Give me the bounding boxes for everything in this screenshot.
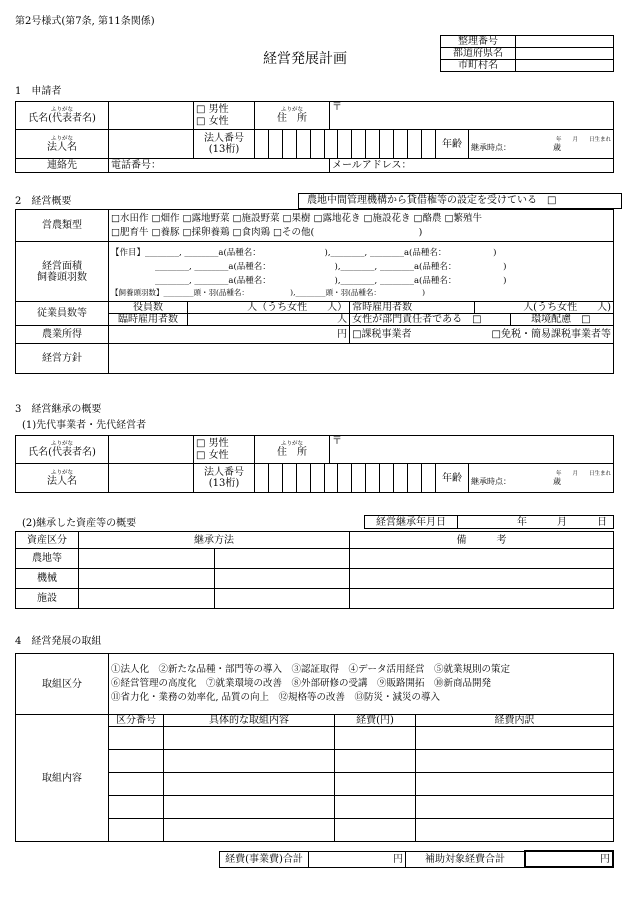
prev-corp-no-grid[interactable] [255,464,436,493]
admin-value-input[interactable] [516,60,614,72]
corp-name-input[interactable] [109,130,194,159]
age-label: 年齢 [436,130,469,159]
asset-note-input[interactable] [350,589,614,609]
asset-row-label: 農地等 [16,549,79,569]
initiatives-table [15,653,614,842]
content-col-header: 経費(円) [335,715,416,727]
predecessor-table [15,435,614,493]
total-input[interactable]: 円 [309,851,406,867]
page-title: 経営発展計画 [263,51,347,67]
category-label: 取組区分 [16,654,109,715]
corp-no-label-cell: 法人番号 (13桁) [194,130,255,159]
prev-name-label-cell: ふりがな 氏名(代表者名) [16,436,109,464]
area-input[interactable]: 【作目】________, ________a(品種名： ),________, ________a(品種名： ) ________, ________a(品種名： ),________, ________a(品種名： ) ________, ________a(品種名： ),________, ________a(品種名： ) 【飼養頭羽数】________頭・羽(品種名： ),________頭・羽(品種名： ) [109,242,614,302]
phone-input[interactable]: 電話番号： [109,159,330,173]
section4-heading: 4 経営発展の取組 [15,636,102,647]
admin-value-input[interactable] [516,48,614,60]
content-cell[interactable] [164,727,335,750]
section1-heading: 1 申請者 [15,86,62,97]
content-cell[interactable] [109,773,164,796]
asset-row-label: 施設 [16,589,79,609]
admin-value-input[interactable] [516,36,614,48]
section2-heading: 2 経営概要 [15,196,72,207]
content-cell[interactable] [109,750,164,773]
staff-label: 従業員数等 [16,302,109,326]
asset-col-header: 資産区分 [16,532,79,549]
content-col-header: 区分番号 [109,715,164,727]
content-cell[interactable] [416,773,614,796]
asset-method-input[interactable] [214,569,350,589]
content-cell[interactable] [164,773,335,796]
address-input[interactable]: 〒 [330,102,614,130]
asset-method-input[interactable] [79,569,215,589]
asset-method-input[interactable] [214,589,350,609]
asset-method-input[interactable] [214,549,350,569]
asset-note-input[interactable] [350,549,614,569]
name-input[interactable] [109,102,194,130]
prev-address-input[interactable]: 〒 [330,436,614,464]
asset-col-header: 備 考 [350,532,614,549]
content-col-header: 具体的な取組内容 [164,715,335,727]
type-label: 営農類型 [16,210,109,242]
content-cell[interactable] [335,819,416,842]
admin-box [440,35,614,72]
content-cell[interactable] [416,750,614,773]
section3-heading: 3 経営継承の概要 [15,404,102,415]
form-number: 第2号様式(第7条, 第11条関係) [15,16,155,27]
succession-date-box [364,515,614,529]
temp-label: 臨時雇用者数 [109,314,188,326]
assets-table [15,531,614,609]
content-cell[interactable] [416,819,614,842]
content-cell[interactable] [335,727,416,750]
asset-note-input[interactable] [350,569,614,589]
content-cell[interactable] [109,819,164,842]
address-label-cell: ふりがな 住 所 [255,102,330,130]
prev-corp-no-label: 法人番号 (13桁) [194,464,255,493]
content-cell[interactable] [416,796,614,819]
total-label: 経費(事業費)合計 [220,851,309,867]
prev-corp-input[interactable] [109,464,194,493]
email-input[interactable]: メールアドレス： [330,159,614,173]
asset-col-header: 継承方法 [79,532,350,549]
content-cell[interactable] [335,773,416,796]
policy-label: 経営方針 [16,344,109,374]
area-label-cell: 経営面積 飼養頭羽数 [16,242,109,302]
content-cell[interactable] [416,727,614,750]
content-cell[interactable] [164,796,335,819]
corp-name-label-cell: ふりがな 法人名 [16,130,109,159]
admin-label: 市町村名 [441,60,516,72]
content-cell[interactable] [164,819,335,842]
contact-label: 連絡先 [16,159,109,173]
income-label: 農業所得 [16,326,109,344]
regular-input[interactable]: 人(うち女性 人) [475,302,614,314]
content-cell[interactable] [335,796,416,819]
regular-label: 常時雇用者数 [350,302,475,314]
land-bank-checkbox[interactable]: 農地中間管理機構から貸借権等の設定を受けている □ [298,193,622,209]
admin-label: 都道府県名 [441,48,516,60]
prev-name-input[interactable] [109,436,194,464]
temp-input[interactable]: 人 [188,314,350,326]
applicant-table [15,101,614,173]
prev-age-input[interactable]: 年 月 日生まれ 継承時点： 歳 [469,464,614,493]
prev-age-label: 年齢 [436,464,469,493]
income-input[interactable]: 円 [109,326,350,344]
officers-input[interactable]: 人（うち女性 人） [188,302,350,314]
prev-gender-cell[interactable]: □ 男性 □ 女性 [194,436,255,464]
category-options[interactable]: ①法人化 ②新たな品種・部門等の導入 ③認証取得 ④データ活用経営 ⑤就業規則の策定 ⑥経営管理の高度化 ⑦就業環境の改善 ⑧外部研修の受講 ⑨販路開拓 ⑩新商品開発 ⑪省力化・業務の効率化, 品質の向上 ⑫規格等の改善 ⑬防災・減災の導入 [109,654,614,715]
age-input[interactable]: 年 月 日生まれ 継承時点： 歳 [469,130,614,159]
subsidy-input[interactable]: 円 [525,851,613,867]
name-label-cell: ふりがな 氏名(代表者名) [16,102,109,130]
corp-no-grid[interactable] [255,130,436,159]
admin-label: 整理番号 [441,36,516,48]
content-col-header: 経費内訳 [416,715,614,727]
asset-method-input[interactable] [79,589,215,609]
gender-cell[interactable]: □ 男性 □ 女性 [194,102,255,130]
asset-row-label: 機械 [16,569,79,589]
policy-input[interactable] [109,344,614,374]
content-cell[interactable] [109,796,164,819]
asset-method-input[interactable] [79,549,215,569]
tax-checkboxes[interactable]: □課税事業者 □免税・簡易課税事業者等 [350,326,614,344]
subsidy-label: 補助対象経費合計 [406,851,526,867]
prev-address-label-cell: ふりがな 住 所 [255,436,330,464]
succession-date-input[interactable]: 年 月 日 [458,516,614,529]
totals-table [219,850,614,868]
sub1-heading: (1)先代事業者・先代経営者 [22,420,147,431]
content-cell[interactable] [164,750,335,773]
content-label: 取組内容 [16,715,109,842]
prev-corp-label-cell: ふりがな 法人名 [16,464,109,493]
sub2-heading: (2)継承した資産等の概要 [22,518,137,529]
overview-table [15,209,614,374]
content-cell[interactable] [109,727,164,750]
officers-label: 役員数 [109,302,188,314]
content-cell[interactable] [335,750,416,773]
checks-cell[interactable]: 女性が部門責任者である □ 環境配慮 □ [350,314,614,326]
succession-date-label: 経営継承年月日 [365,516,458,529]
type-checkboxes[interactable]: □水田作 □畑作 □露地野菜 □施設野菜 □果樹 □露地花き □施設花き □酪農 □繁殖牛 □肥育牛 □養豚 □採卵養鶏 □食肉鶏 □その他( ) [109,210,614,242]
